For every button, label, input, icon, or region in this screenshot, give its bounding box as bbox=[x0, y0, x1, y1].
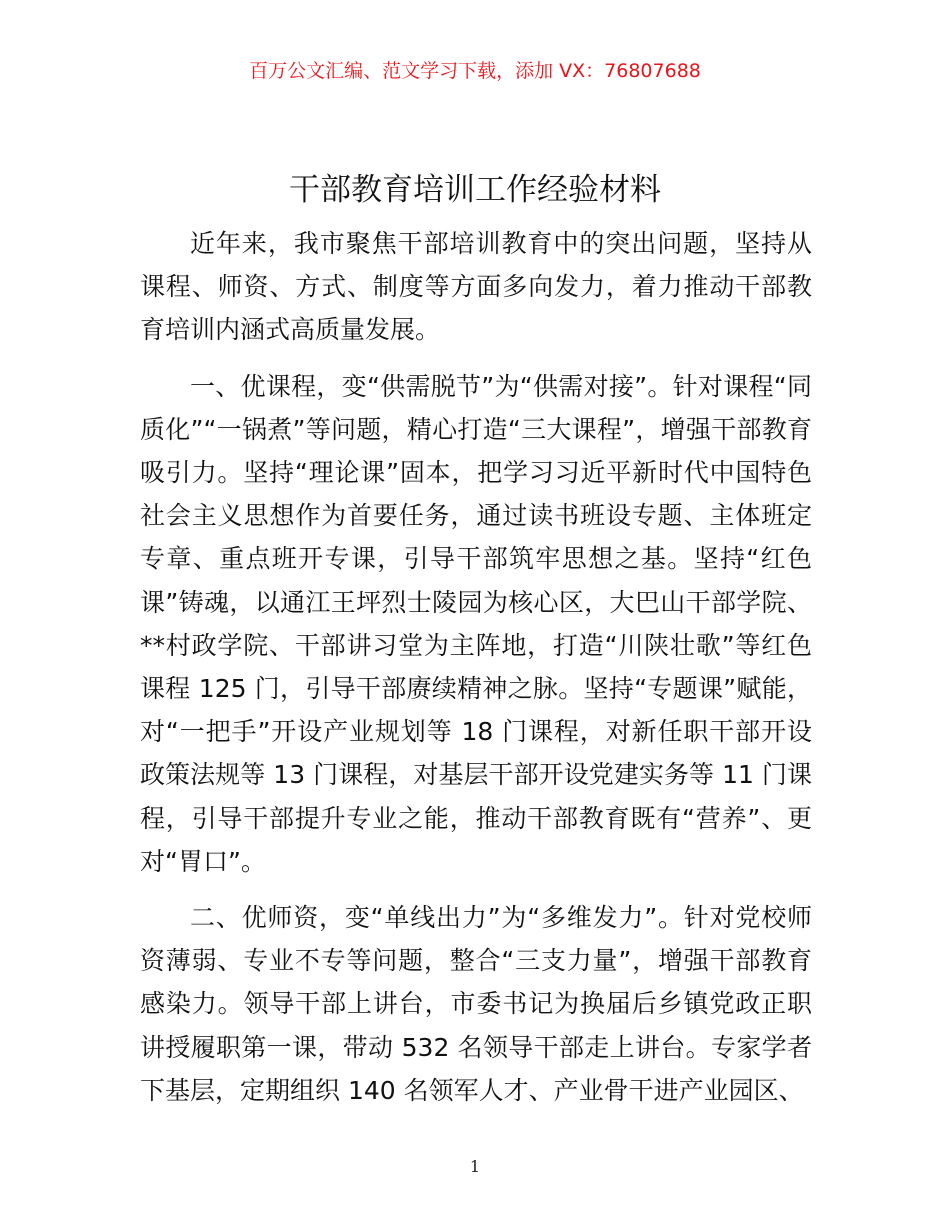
paragraph-section-1: 一、优课程，变“供需脱节”为“供需对接”。针对课程“同质化”“一锅煮”等问题，精心打造“三大课程”，增强干部教育吸引力。坚持“理论课”固本，把学习习近平新时代中国特色社会主义思想作为首要任务，通过读书班设专题、主体班定专章、重点班开专课，引导干部筑牢思想之基。坚持“红色课”铸魂，以通江王坪烈士陵园为核心区，大巴山干部学院、**村政学院、干部讲习堂为主阵地，打造“川陕壮歌”等红色课程 125 门，引导干部赓续精神之脉。坚持“专题课”赋能，对“一把手”开设产业规划等 18 门课程，对新任职干部开设政策法规等 13 门课程，对基层干部开设党建实务等 11 门课程，引导干部提升专业之能，推动干部教育既有“营养”、更对“胃口”。 bbox=[140, 371, 812, 876]
paragraph-intro: 近年来，我市聚焦干部培训教育中的突出问题，坚持从课程、师资、方式、制度等方面多向发力，着力推动干部教育培训内涵式高质量发展。 bbox=[140, 229, 812, 345]
header-watermark-note: 百万公文汇编、范文学习下载，添加 VX：76807688 bbox=[249, 60, 701, 82]
document-title: 干部教育培训工作经验材料 bbox=[289, 172, 661, 208]
paragraph-section-2: 二、优师资，变“单线出力”为“多维发力”。针对党校师资薄弱、专业不专等问题，整合“三支力量”，增强干部教育感染力。领导干部上讲台，市委书记为换届后乡镇党政正职讲授履职第一课，带动 532 名领导干部走上讲台。专家学者下基层，定期组织 140 名领军人才、产业骨干进产业园区、 bbox=[140, 903, 812, 1105]
document-body bbox=[140, 222, 812, 1125]
page-number: 1 bbox=[469, 1157, 481, 1176]
